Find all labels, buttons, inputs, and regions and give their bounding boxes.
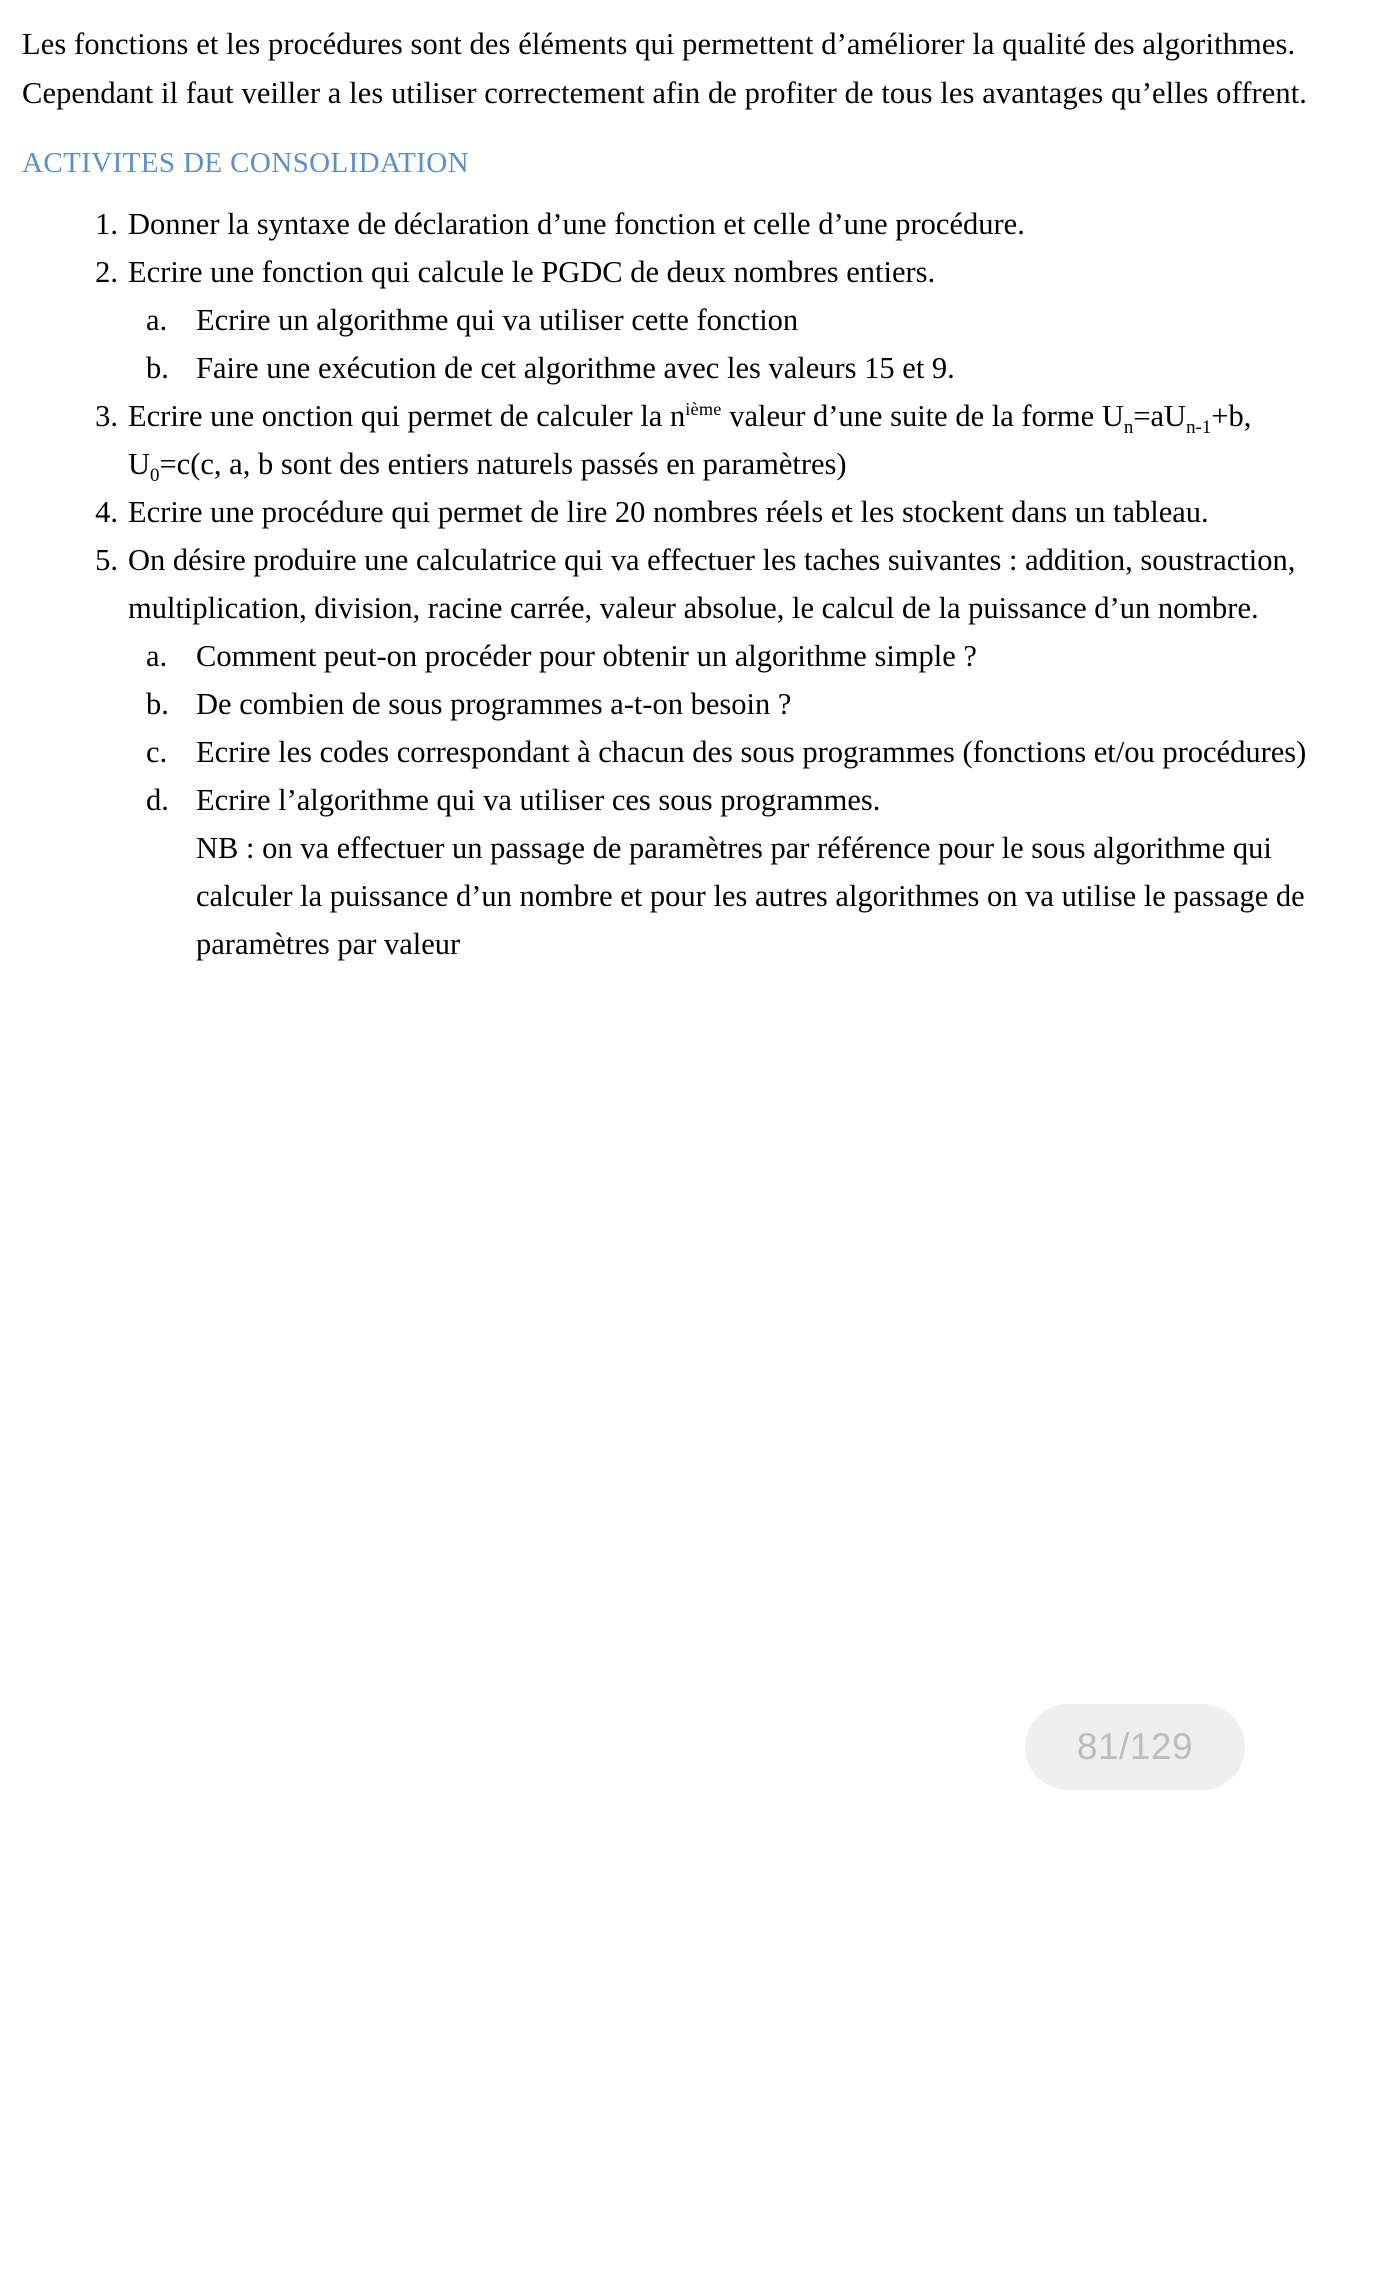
- sub-list-marker: b.: [146, 687, 169, 721]
- list-marker: 2.: [95, 255, 118, 289]
- formula-mid1: =aU: [1133, 399, 1187, 433]
- sub-list-item-text: De combien de sous programmes a-t-on besoin ?: [196, 687, 792, 721]
- sub-list-marker: d.: [146, 783, 169, 817]
- document-content: [22, 20, 1322, 968]
- list-item: [22, 488, 1322, 536]
- list-marker: 1.: [95, 207, 118, 241]
- list-item: [22, 392, 1322, 488]
- list-item: [22, 200, 1322, 248]
- sub-list-item: [128, 632, 1322, 680]
- ordinal-superscript: ième: [685, 398, 722, 419]
- sub-list: [128, 296, 1322, 392]
- sub-list-item: [128, 344, 1322, 392]
- formula-mid2: +b, U: [128, 399, 1252, 481]
- sub-list-item-text: Ecrire un algorithme qui va utiliser cette fonction: [196, 303, 799, 337]
- sub-list-item: [128, 680, 1322, 728]
- list-item-text: Ecrire une fonction qui calcule le PGDC de deux nombres entiers.: [128, 255, 936, 289]
- list-item-text: Ecrire une procédure qui permet de lire 20 nombres réels et les stockent dans un tableau.: [128, 495, 1209, 529]
- formula-tail: =c(c, a, b sont des entiers naturels passés en paramètres): [159, 447, 847, 481]
- sub-list: [128, 632, 1322, 968]
- sub-list-item-text: Ecrire l’algorithme qui va utiliser ces sous programmes.: [196, 783, 881, 817]
- formula-sub-n-1: n-1: [1186, 417, 1212, 439]
- sub-list-item: [128, 296, 1322, 344]
- sub-list-item: [128, 776, 1322, 824]
- sub-list-item-text: Ecrire les codes correspondant à chacun des sous programmes (fonctions et/ou procédures): [196, 735, 1307, 769]
- list-marker: 4.: [95, 495, 118, 529]
- sub-list-item-text: Comment peut-on procéder pour obtenir un algorithme simple ?: [196, 639, 977, 673]
- list-item-text-part1: Ecrire une onction qui permet de calculer la n: [128, 399, 686, 433]
- sub-list-marker: a.: [146, 639, 168, 673]
- exercise-list: [22, 183, 1322, 968]
- list-marker: 5.: [95, 543, 118, 577]
- note-wrapper: [128, 824, 1322, 968]
- page-indicator-label: 81/129: [1076, 1726, 1194, 1767]
- list-item-text: Donner la syntaxe de déclaration d’une fonction et celle d’une procédure.: [128, 207, 1025, 241]
- sub-list-item: [128, 728, 1322, 776]
- sub-list-marker: c.: [146, 735, 168, 769]
- section-heading: ACTIVITES DE CONSOLIDATION: [22, 147, 469, 179]
- list-item-text-part2: valeur d’une suite de la forme: [721, 399, 1102, 433]
- page-indicator[interactable]: [1025, 1704, 1245, 1790]
- sub-list-item-text: Faire une exécution de cet algorithme avec les valeurs 15 et 9.: [196, 351, 955, 385]
- list-item-text: On désire produire une calculatrice qui va effectuer les taches suivantes : addition, soustraction, multiplication, division, racine carrée, valeur absolue, le calcul de la puissance d’un nombre.: [128, 543, 1296, 625]
- list-item: [22, 536, 1322, 968]
- sub-list-marker: a.: [146, 303, 168, 337]
- list-marker: 3.: [95, 399, 118, 433]
- formula-u1: U: [1101, 399, 1124, 433]
- formula-sub-n: n: [1123, 417, 1134, 439]
- formula-sub-zero: 0: [150, 465, 160, 487]
- list-item: [22, 248, 1322, 392]
- sub-list-marker: b.: [146, 351, 169, 385]
- note-paragraph: NB : on va effectuer un passage de paramètres par référence pour le sous algorithme qui calculer la puissance d’un nombre et pour les autres algorithmes on va utilise le passage de paramètres par valeur: [196, 831, 1305, 961]
- intro-paragraph: Les fonctions et les procédures sont des éléments qui permettent d’améliorer la qualité des algorithmes. Cependant il faut veiller a les utiliser correctement afin de profiter de tous les avantages qu’elles offrent.: [22, 27, 1308, 110]
